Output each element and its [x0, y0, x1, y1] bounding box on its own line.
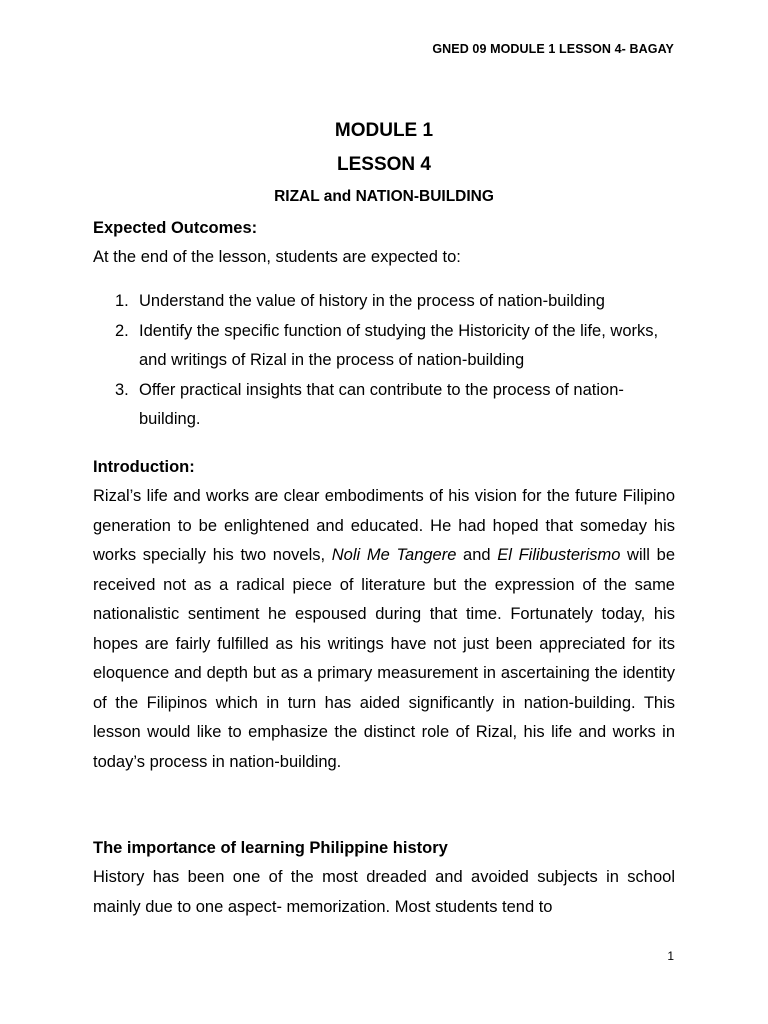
lesson-title: LESSON 4	[337, 154, 431, 175]
list-item	[93, 317, 675, 376]
intro-text-after: will be received not as a radical piece of literature but the expression of the same nationalistic sentiment he espoused during that time. Fortunately today, his hopes are fairly fulfilled as his writings have not just been appreciated for its eloquence and depth but as a primary measurement in ascertaining the identity of the Filipinos which in turn has aided significantly in nation-building. This lesson would like to emphasize the distinct role of Rizal, his life and works in today’s process in nation-building.	[93, 546, 675, 771]
list-item-text: Understand the value of history in the process of nation-building	[139, 292, 605, 310]
module-title: MODULE 1	[334, 120, 434, 141]
outcomes-heading: Expected Outcomes:	[93, 219, 258, 237]
running-header: GNED 09 MODULE 1 LESSON 4- BAGAY	[432, 42, 674, 56]
list-item	[93, 376, 675, 435]
intro-text-and: and	[456, 546, 498, 564]
history-section-paragraph: History has been one of the most dreaded and avoided subjects in school mainly due to one aspect- memorization. Most students tend to	[93, 868, 675, 916]
list-item-number: 1.	[115, 292, 129, 310]
list-item-number: 3.	[115, 380, 129, 399]
list-item-text: Identify the specific function of studying the Historicity of the life, works, and writings of Rizal in the process of nation-building	[139, 321, 659, 369]
outcomes-list	[93, 287, 675, 435]
novel-title-noli: Noli Me Tangere	[331, 546, 457, 564]
intro-text-before: Rizal’s life and works are clear embodiments of his vision for the future Filipino generation to be enlightened and educated. He had hoped that someday his works specially his two novels,	[93, 487, 675, 564]
introduction-paragraph	[93, 482, 675, 777]
history-section-heading: The importance of learning Philippine history	[93, 839, 448, 857]
lesson-subtitle: RIZAL and NATION-BUILDING	[274, 188, 494, 205]
novel-title-fili: El Filibusterismo	[497, 546, 621, 564]
page-number: 1	[667, 949, 674, 963]
outcomes-intro: At the end of the lesson, students are expected to:	[93, 248, 461, 266]
list-item	[93, 287, 675, 317]
list-item-text: Offer practical insights that can contribute to the process of nation-building.	[139, 380, 624, 428]
list-item-number: 2.	[115, 321, 129, 340]
introduction-heading: Introduction:	[93, 458, 195, 476]
